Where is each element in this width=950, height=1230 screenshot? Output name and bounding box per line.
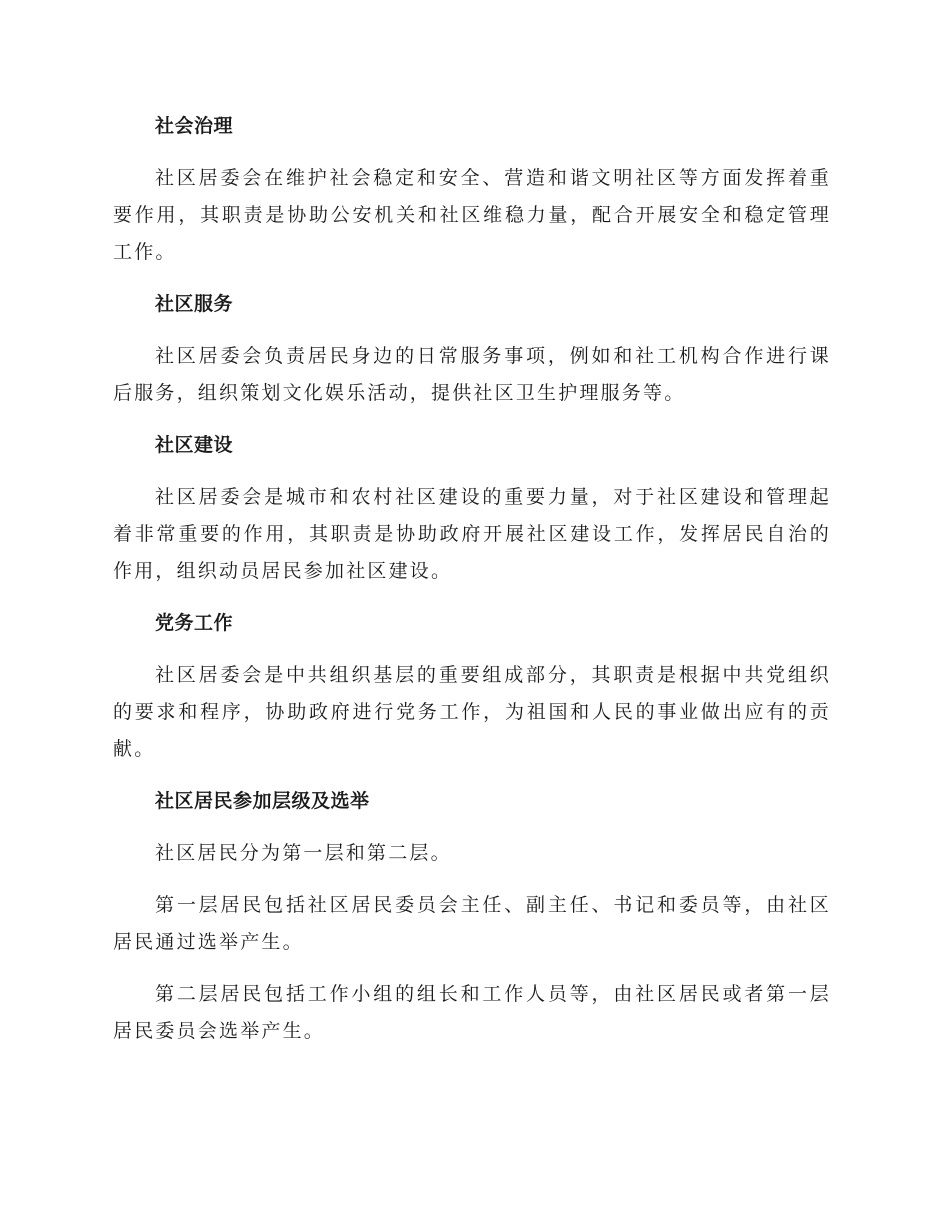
section-heading: 社区建设: [155, 434, 234, 456]
section-paragraph: 社区居委会是中共组织基层的重要组成部分，其职责是根据中共党组织的要求和程序，协助政府进行党务工作，为祖国和人民的事业做出应有的贡献。: [113, 664, 831, 760]
section-heading: 党务工作: [155, 612, 234, 634]
section-party-work: [113, 605, 831, 768]
section-social-governance: [113, 108, 831, 271]
section-paragraph: 社区居委会在维护社会稳定和安全、营造和谐文明社区等方面发挥着重要作用，其职责是协助公安机关和社区维稳力量，配合开展安全和稳定管理工作。: [113, 167, 831, 263]
section-heading: 社区服务: [155, 293, 234, 315]
section-paragraph: 社区居委会是城市和农村社区建设的重要力量，对于社区建设和管理起着非常重要的作用，其职责是协助政府开展社区建设工作，发挥居民自治的作用，组织动员居民参加社区建设。: [113, 486, 831, 582]
section-heading: 社区居民参加层级及选举: [155, 790, 370, 812]
section-resident-levels-election: [113, 783, 831, 1050]
section-paragraph: 社区居民分为第一层和第二层。: [155, 842, 452, 864]
section-paragraph: 社区居委会负责居民身边的日常服务事项，例如和社工机构合作进行课后服务，组织策划文化娱乐活动，提供社区卫生护理服务等。: [113, 345, 831, 404]
section-community-service: [113, 286, 831, 412]
document-page: [113, 108, 831, 1065]
section-community-building: [113, 427, 831, 590]
section-heading: 社会治理: [155, 115, 234, 137]
section-paragraph: 第一层居民包括社区居民委员会主任、副主任、书记和委员等，由社区居民通过选举产生。: [113, 894, 831, 953]
section-paragraph: 第二层居民包括工作小组的组长和工作人员等，由社区居民或者第一层居民委员会选举产生。: [113, 983, 831, 1042]
